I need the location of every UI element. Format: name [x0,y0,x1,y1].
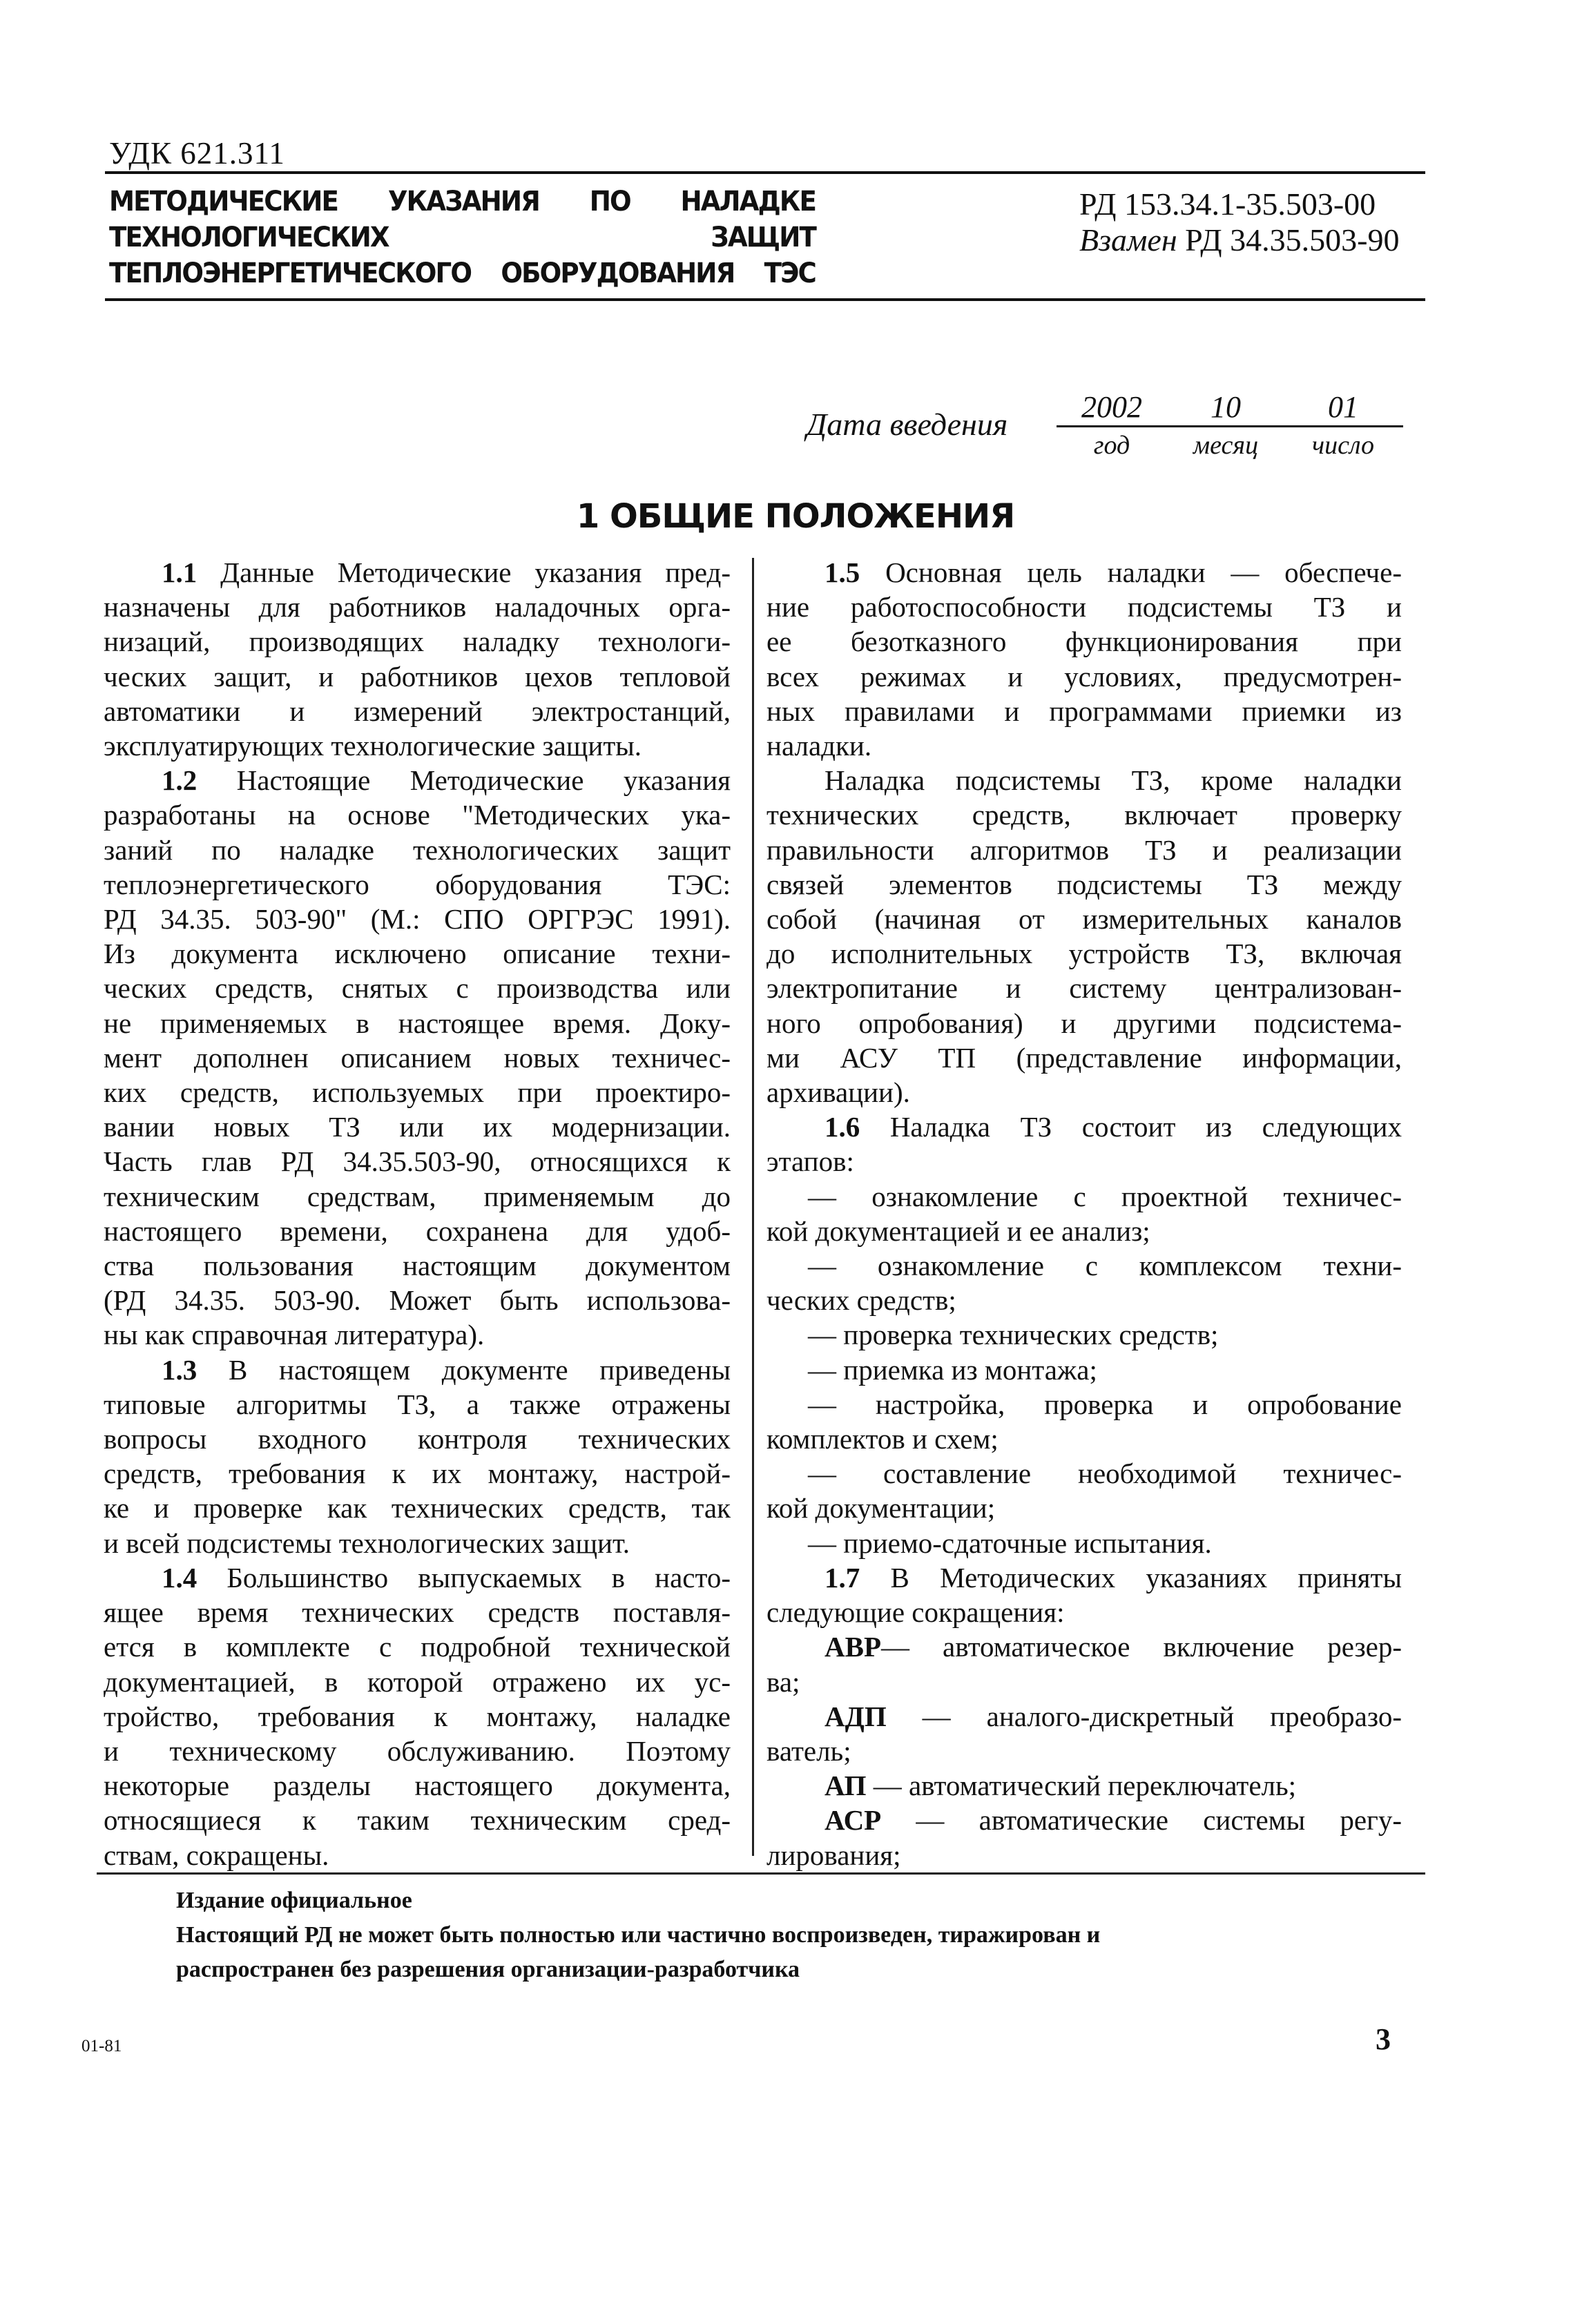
paragraph-line: ного опробования) и другими подсистема- [766,1007,1402,1039]
paragraph-line: ческих средств, снятых с производства или [104,972,731,1005]
date-month-label: месяц [1193,431,1259,460]
date-year-label: год [1093,431,1130,460]
document-code: РД 153.34.1-35.503-00 [1079,186,1376,222]
date-day-field [1284,391,1402,460]
paragraph-line: Из документа исключено описание техни- [104,938,731,970]
paragraph-line: (РД 34.35. 503-90. Может быть использова- [104,1284,731,1317]
footer-notice [176,1884,1419,1987]
paragraph-line: этапов: [766,1145,854,1178]
paragraph-line: средств, требования к их монтажу, настрой- [104,1458,731,1490]
paragraph-line: 1.7 В Методических указаниях приняты [825,1561,1402,1594]
paragraph-line: 1.6 Наладка ТЗ состоит из следующих [825,1111,1402,1143]
paragraph-line: — ознакомление с комплексом техни- [808,1250,1402,1282]
paragraph-line: ящее время технических средств поставля- [104,1596,731,1629]
section-heading: 1 ОБЩИЕ ПОЛОЖЕНИЯ [576,497,1015,536]
paragraph-line: ее безотказного функционирования при [766,626,1402,658]
footer-rule [97,1872,1425,1875]
replaces-line [1079,222,1425,258]
paragraph-line: архивации). [766,1076,910,1109]
paragraph-line: собой (начиная от измерительных каналов [766,903,1402,936]
paragraph-line: АВР— автоматическое включение резер- [825,1631,1402,1663]
date-day: 01 [1328,390,1358,424]
column-divider [752,558,754,1856]
paragraph-line: ны как справочная литература). [104,1319,485,1351]
paragraph-line: наладки. [766,730,872,762]
header-bottom-rule [105,298,1425,301]
document-title [109,184,869,291]
paragraph-line: связей элементов подсистемы ТЗ между [766,868,1402,900]
date-month: 10 [1211,390,1241,424]
paragraph-line: автоматики и измерений электростанций, [104,695,731,727]
paragraph-line: тройство, требования к монтажу, наладке [104,1700,731,1732]
print-code: 01-81 [81,2037,122,2055]
paragraph-line: назначены для работников наладочных орга- [104,591,731,623]
paragraph-line: ние работоспособности подсистемы ТЗ и [766,591,1402,623]
paragraph-line: эксплуатирующих технологические защиты. [104,730,642,762]
paragraph-line: мент дополнен описанием новых техничес- [104,1041,731,1074]
paragraph-line: лирования; [766,1839,901,1871]
paragraph-line: — проверка технических средств; [808,1319,1219,1351]
paragraph-line: заний по наладке технологических защит [104,833,731,866]
paragraph-line: ватель; [766,1734,851,1767]
edition-label: Издание официальное [176,1888,412,1913]
paragraph-line: ется в комплекте с подробной технической [104,1631,731,1663]
paragraph-line: до исполнительных устройств ТЗ, включая [766,938,1402,970]
paragraph-line: ми АСУ ТП (представление информации, [766,1041,1402,1074]
paragraph-line: АДП — аналого-дискретный преобразо- [825,1700,1402,1732]
title-line: МЕТОДИЧЕСКИЕ УКАЗАНИЯ ПО НАЛАДКЕ [109,186,816,217]
copyright-notice-line: распространен без разрешения организации-разработчика [176,1957,800,1982]
paragraph-line: электропитание и систему централизован- [766,972,1402,1005]
paragraph-line: комплектов и схем; [766,1423,999,1455]
paragraph-line: типовые алгоритмы ТЗ, а также отражены [104,1388,731,1420]
header-top-rule [105,171,1425,174]
paragraph-line: — составление необходимой техничес- [808,1458,1402,1490]
paragraph-line: разработаны на основе "Методических ука- [104,799,731,831]
paragraph-line: ствам, сокращены. [104,1839,329,1871]
page-number: 3 [1376,2022,1391,2056]
paragraph-line: 1.4 Большинство выпускаемых в насто- [162,1561,731,1594]
paragraph-line: вании новых ТЗ или их модернизации. [104,1111,731,1143]
paragraph-line: ке и проверке как технических средств, так [104,1492,731,1524]
right-column [766,555,1402,1872]
paragraph-line: — приемо-сдаточные испытания. [808,1527,1212,1559]
paragraph-line: АП — автоматический переключатель; [825,1770,1297,1802]
date-month-field [1167,391,1284,460]
paragraph-line: низаций, производящих наладку технологи- [104,626,731,658]
paragraph-line: ва; [766,1665,800,1698]
paragraph-line: Часть глав РД 34.35.503-90, относящихся к [104,1145,731,1178]
paragraph-line: правильности алгоритмов ТЗ и реализации [766,833,1402,866]
paragraph-line: настоящего времени, сохранена для удоб- [104,1214,731,1247]
paragraph-line: кой документацией и ее анализ; [766,1214,1150,1247]
paragraph-line: и техническому обслуживанию. Поэтому [104,1734,731,1767]
paragraph-line: 1.5 Основная цель наладки — обеспече- [825,556,1402,588]
replaces-code: РД 34.35.503-90 [1185,222,1400,258]
title-line: ТЕХНОЛОГИЧЕСКИХ ЗАЩИТ [109,222,816,253]
paragraph-line: ческих средств; [766,1284,956,1317]
date-year: 2002 [1081,390,1142,424]
paragraph-line: — настройка, проверка и опробование [808,1388,1402,1420]
title-line: ТЕПЛОЭНЕРГЕТИЧЕСКОГО ОБОРУДОВАНИЯ ТЭС [109,258,816,289]
paragraph-line: — ознакомление с проектной техничес- [808,1180,1402,1212]
paragraph-line: относящиеся к таким техническим сред- [104,1804,731,1837]
paragraph-line: 1.3 В настоящем документе приведены [162,1353,731,1386]
paragraph-line: 1.2 Настоящие Методические указания [162,764,731,797]
paragraph-line: и всей подсистемы технологических защит. [104,1527,630,1559]
paragraph-line: ких средств, используемых при проектиро- [104,1076,731,1109]
paragraph-line: АСР — автоматические системы регу- [825,1804,1402,1837]
paragraph-line: 1.1 Данные Методические указания пред- [162,556,731,588]
paragraph-line: техническим средствам, применяемым до [104,1180,731,1212]
document-code-block [1079,186,1425,258]
paragraph-line: ства пользования настоящим документом [104,1250,731,1282]
paragraph-line: — приемка из монтажа; [808,1353,1097,1386]
paragraph-line: технических средств, включает проверку [766,799,1402,831]
paragraph-line: Наладка подсистемы ТЗ, кроме наладки [825,764,1402,797]
paragraph-line: ных правилами и программами приемки из [766,695,1402,727]
date-year-field [1057,391,1167,460]
paragraph-line: некоторые разделы настоящего документа, [104,1770,731,1802]
paragraph-line: кой документации; [766,1492,996,1524]
date-day-label: число [1311,431,1375,460]
paragraph-line: всех режимах и условиях, предусмотрен- [766,660,1402,693]
paragraph-line: следующие сокращения: [766,1596,1065,1629]
udk-code: УДК 621.311 [109,136,285,171]
date-label: Дата введения [807,407,1008,442]
paragraph-line: ческих защит, и работников цехов тепловой [104,660,731,693]
replaces-word: Взамен [1079,222,1177,258]
paragraph-line: не применяемых в настоящее время. Доку- [104,1007,731,1039]
paragraph-line: документацией, в которой отражено их ус- [104,1665,731,1698]
paragraph-line: вопросы входного контроля технических [104,1423,731,1455]
left-column [104,555,731,1872]
paragraph-line: РД 34.35. 503-90" (М.: СПО ОРГРЭС 1991). [104,903,731,936]
paragraph-line: теплоэнергетического оборудования ТЭС: [104,868,731,900]
copyright-notice-line: Настоящий РД не может быть полностью или частично воспроизведен, тиражирован и [176,1922,1101,1948]
